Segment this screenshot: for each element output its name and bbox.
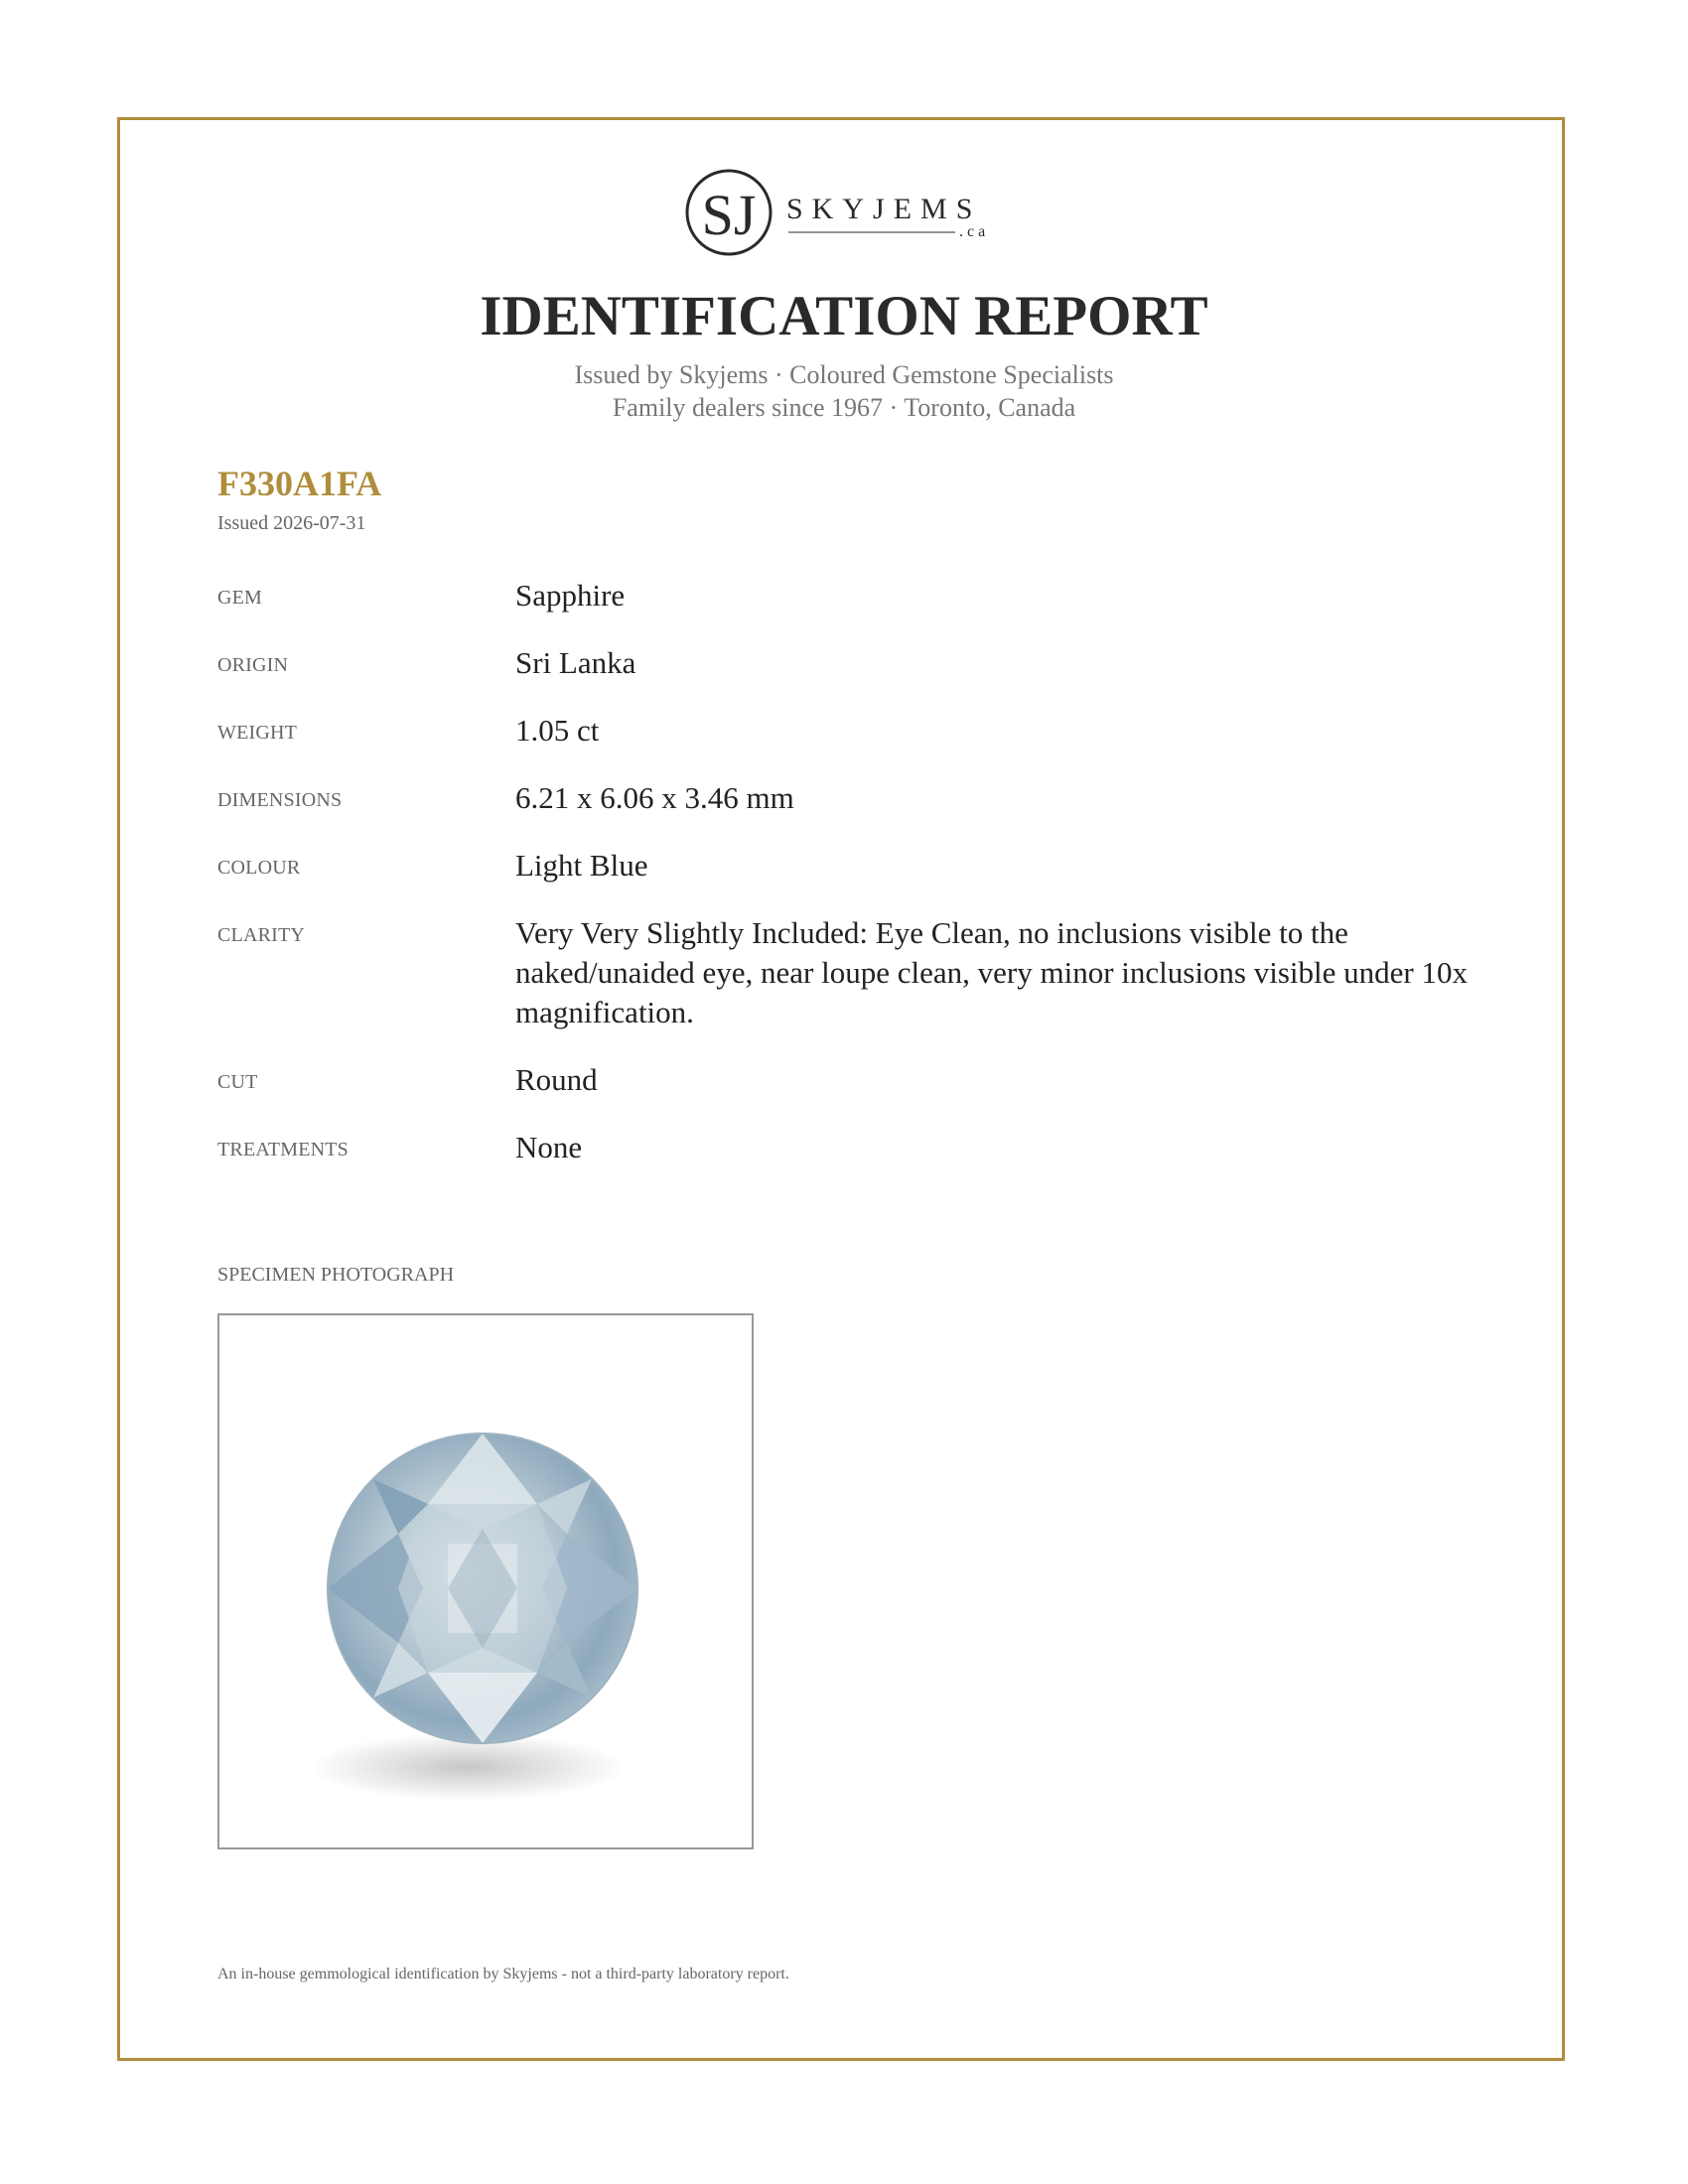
field-clarity: [217, 913, 1488, 1032]
field-label: GEM: [217, 587, 263, 609]
field-value: Sri Lanka: [515, 645, 636, 680]
gem-details: [217, 576, 1488, 1195]
field-label: TREATMENTS: [217, 1139, 349, 1160]
field-label: ORIGIN: [217, 654, 289, 676]
issued-date: Issued 2026-07-31: [217, 512, 366, 534]
logo-wordmark: SKYJEMS: [786, 193, 982, 225]
field-treatments: [217, 1128, 1488, 1167]
report-id: F330A1FA: [217, 464, 382, 503]
field-value: 1.05 ct: [515, 713, 600, 748]
field-cut: [217, 1060, 1488, 1100]
skyjems-logo: [685, 165, 1003, 264]
disclaimer: An in-house gemmological identification by Skyjems - not a third-party laboratory report.: [217, 1966, 789, 1982]
field-dimensions: [217, 778, 1488, 818]
field-colour: [217, 846, 1488, 886]
field-value: None: [515, 1130, 583, 1164]
logo-suffix: .ca: [959, 223, 990, 240]
issuer-line: Issued by Skyjems · Coloured Gemstone Specialists: [574, 360, 1114, 389]
field-origin: [217, 643, 1488, 683]
gemstone-photo: [219, 1315, 752, 1847]
field-value: Very Very Slightly Included: Eye Clean, no inclusions visible to the naked/unaided eye, near loupe clean, very minor inclusions visible under 10x magnification.: [515, 915, 1468, 1029]
field-weight: [217, 711, 1488, 751]
field-label: CUT: [217, 1071, 258, 1093]
field-label: CLARITY: [217, 924, 306, 946]
field-value: Light Blue: [515, 848, 648, 883]
report-title: IDENTIFICATION REPORT: [480, 285, 1208, 347]
photo-label: SPECIMEN PHOTOGRAPH: [217, 1264, 455, 1286]
logo-monogram: SJ: [701, 183, 757, 247]
field-label: DIMENSIONS: [217, 789, 343, 811]
field-value: Round: [515, 1062, 598, 1097]
field-value: 6.21 x 6.06 x 3.46 mm: [515, 780, 794, 815]
field-label: COLOUR: [217, 857, 301, 879]
specimen-photo: [217, 1313, 754, 1849]
field-value: Sapphire: [515, 578, 626, 613]
field-gem: [217, 576, 1488, 615]
location-line: Family dealers since 1967 · Toronto, Canada: [612, 393, 1076, 422]
field-label: WEIGHT: [217, 722, 298, 744]
